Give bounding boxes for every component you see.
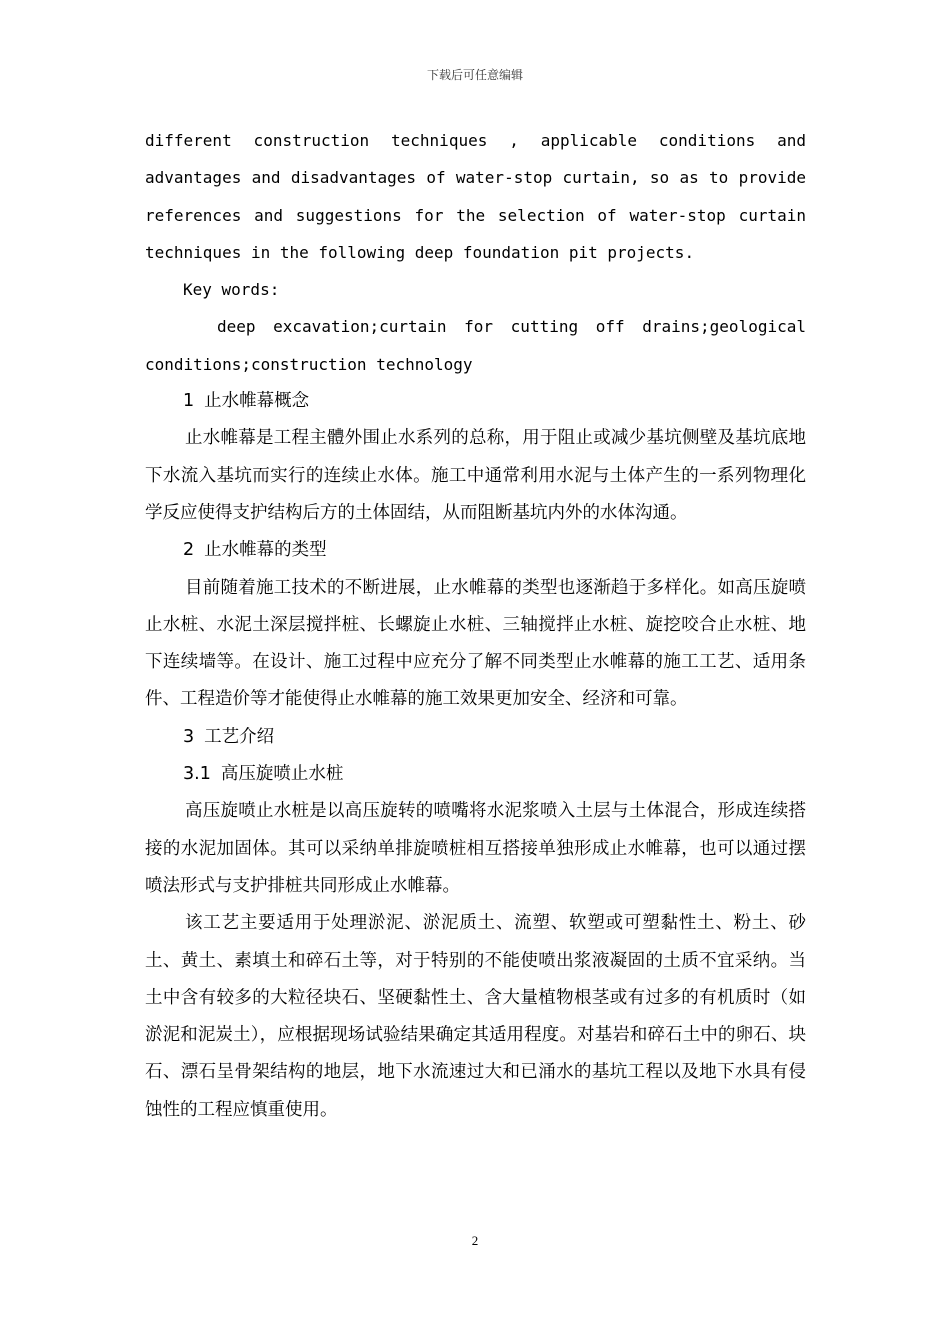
document-body <box>145 122 806 1129</box>
section-number: 1 <box>183 391 195 412</box>
section-heading <box>145 719 806 756</box>
keywords-label: Key words: <box>183 280 280 300</box>
paragraph: 止水帷幕是工程主體外围止水系列的总称，用于阻止或减少基坑侧壁及基坑底地下水流入基坑而实行的连续止水体。施工中通常利用水泥与土体产生的一系列物理化学反应使得支护结构后方的土体固结，从而阻断基坑内外的水体沟通。 <box>145 428 806 523</box>
section-title: 止水帷幕概念 <box>204 391 310 412</box>
section-number: 3 <box>183 726 195 747</box>
section-title: 止水帷幕的类型 <box>204 540 327 561</box>
abstract-tail: different construction techniques , applicable conditions and advantages and disadvantages of water-stop curtain, so as to provide references and suggestions for the selection of water-stop curtain techniques in the following deep foundation pit projects. <box>145 131 806 262</box>
paragraph: 目前随着施工技术的不断进展，止水帷幕的类型也逐渐趋于多样化。如高压旋喷止水桩、水泥土深层搅拌桩、长螺旋止水桩、三轴搅拌止水桩、旋挖咬合止水桩、地下连续墙等。在设计、施工过程中应充分了解不同类型止水帷幕的施工工艺、适用条件、工程造价等才能使得止水帷幕的施工效果更加安全、经济和可靠。 <box>145 577 806 710</box>
section-number: 2 <box>183 540 195 561</box>
subsection-title: 高压旋喷止水桩 <box>220 764 344 785</box>
section-heading <box>145 383 806 420</box>
page-number: 2 <box>471 1233 479 1248</box>
subsection-number: 3.1 <box>183 764 211 785</box>
section-heading <box>145 532 806 569</box>
section-title: 工艺介绍 <box>204 726 275 747</box>
page-header: 下载后可任意编辑 <box>426 68 523 82</box>
paragraph: 高压旋喷止水桩是以高压旋转的喷嘴将水泥浆喷入土层与土体混合，形成连续搭接的水泥加固体。其可以采纳单排旋喷桩相互搭接单独形成止水帷幕，也可以通过摆喷法形式与支护排桩共同形成止水帷幕。 <box>145 801 806 896</box>
paragraph: 该工艺主要适用于处理淤泥、淤泥质土、流塑、软塑或可塑黏性土、粉土、砂土、黄土、素填土和碎石土等，对于特别的不能使喷出浆液凝固的土质不宜采纳。当土中含有较多的大粒径块石、坚硬黏性土、含大量植物根茎或有过多的有机质时（如淤泥和泥炭土），应根据现场试验结果确定其适用程度。对基岩和碎石土中的卵石、块石、漂石呈骨架结构的地层，地下水流速过大和已涌水的基坑工程以及地下水具有侵蚀性的工程应慎重使用。 <box>145 913 806 1120</box>
subsection-heading <box>145 756 806 793</box>
keywords-text: deep excavation;curtain for cutting off drains;geological conditions;construction technology <box>145 317 806 374</box>
